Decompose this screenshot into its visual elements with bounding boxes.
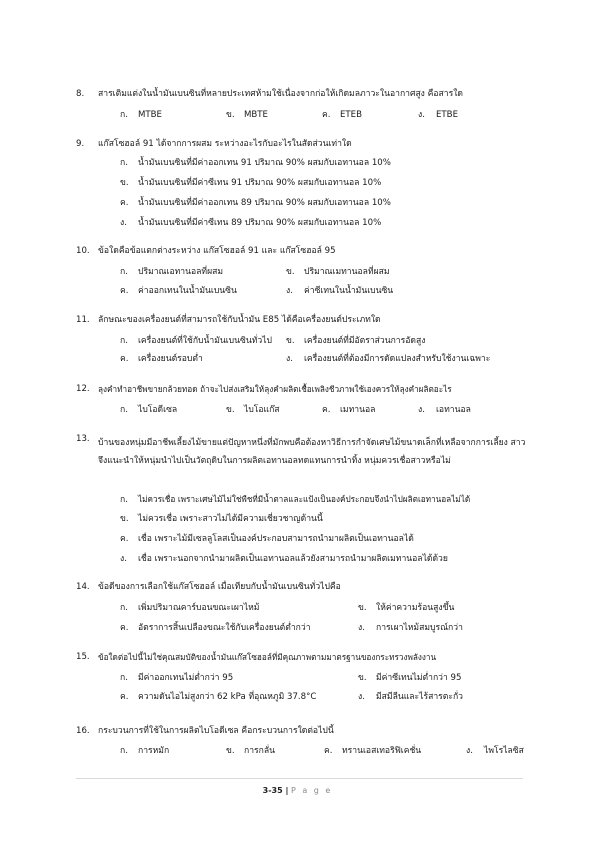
option-c[interactable] xyxy=(0,198,595,210)
options-row xyxy=(0,623,595,635)
options-row xyxy=(0,267,595,279)
options-row xyxy=(0,746,595,758)
option-label: ค. xyxy=(120,534,129,544)
options-row xyxy=(0,354,595,366)
question-number: 16. xyxy=(76,726,90,736)
option-label: ง. xyxy=(418,110,425,120)
option-label: ก. xyxy=(120,110,128,120)
question-number: 12. xyxy=(76,384,90,394)
option-a[interactable] xyxy=(120,673,233,684)
option-label: ก. xyxy=(120,267,128,277)
option-label: ค. xyxy=(120,286,129,296)
option-label: ค. xyxy=(120,692,129,702)
question-number: 8. xyxy=(76,89,85,99)
option-b[interactable] xyxy=(226,746,275,757)
option-text: เพิ่มปริมาณคาร์บอนขณะเผาไหม้ xyxy=(138,603,260,613)
option-text: เมทานอล xyxy=(340,405,376,415)
question-number: 10. xyxy=(76,246,90,256)
option-text: ค่าออกเทนในน้ำมันเบนซิน xyxy=(138,286,237,296)
option-text: ไม่ควรเชื่อ เพราะเศษไม้ไม่ใช่พืชที่มีน้ำตาลและแป้งเป็นองค์ประกอบจึงนำไปผลิตเอทานอลไม่ได้ xyxy=(138,494,471,504)
option-d[interactable] xyxy=(418,110,458,121)
options-row xyxy=(0,110,595,122)
option-d[interactable] xyxy=(0,554,595,566)
option-b[interactable] xyxy=(358,673,461,684)
option-label: ก. xyxy=(120,746,128,756)
question-text: บ้านของหนุ่มมีอาชีพเลี้ยงไม้ขายแต่ปัญหาหนึ่งที่มักพบคือต้องหาวิธีการกำจัดเศษไม้ขนาดเล็กที่เหลือจากการเลี้ยง สาวจึงแนะนำให้หนุ่มนำไปเป็นวัตถุดิบในการผลิตเอทานอลทดแทนการนำทิ้ง หนุ่มควรเชื่อสาวหรือไม่ xyxy=(98,438,526,466)
option-text: เครื่องยนต์ที่ต้องมีการดัดแปลงสำหรับใช้งานเฉพาะ xyxy=(304,354,491,364)
option-d[interactable] xyxy=(358,692,463,703)
option-label: ข. xyxy=(226,405,235,415)
question-text: แก๊สโซฮอล์ 91 ได้จากการผสม ระหว่างอะไรกับอะไรในสัดส่วนเท่าใด xyxy=(98,139,352,149)
option-text: เครื่องยนต์ที่ใช้กับน้ำมันเบนซินทั่วไป xyxy=(138,336,272,346)
option-label: ค. xyxy=(324,746,333,756)
option-text: ปริมาณเมทานอลที่ผสม xyxy=(304,267,390,277)
option-text: ETEB xyxy=(340,110,363,120)
option-label: ง. xyxy=(358,692,365,702)
option-text: MTBE xyxy=(138,110,162,120)
option-label: ค. xyxy=(120,198,129,208)
option-d[interactable] xyxy=(418,405,471,416)
option-b[interactable] xyxy=(358,603,454,614)
option-a[interactable] xyxy=(0,494,595,506)
option-d[interactable] xyxy=(466,746,524,757)
option-b[interactable] xyxy=(286,336,425,347)
option-label: ง. xyxy=(286,354,293,364)
option-text: ทรานเอสเทอริฟิเคชั่น xyxy=(342,746,422,756)
option-d[interactable] xyxy=(0,218,595,230)
option-text: ETBE xyxy=(436,110,459,120)
option-text: ไบโอแก๊ส xyxy=(244,405,280,415)
option-text: เครื่องยนต์ที่มีอัตราส่วนการอัดสูง xyxy=(304,336,426,346)
option-c[interactable] xyxy=(120,692,316,703)
option-text: การหมัก xyxy=(138,746,170,756)
option-d[interactable] xyxy=(286,286,393,297)
option-text: มีสมีลีนและไร้สารตะกั่ว xyxy=(376,692,463,702)
option-b[interactable] xyxy=(0,178,595,190)
option-label: ข. xyxy=(286,336,295,346)
option-label: ง. xyxy=(358,623,365,633)
option-b[interactable] xyxy=(226,405,280,416)
option-label: ข. xyxy=(226,746,235,756)
option-a[interactable] xyxy=(120,405,177,416)
option-text: น้ำมันเบนซินที่มีค่าซีเทน 91 ปริมาณ 90% ผสมกับเอทานอล 10% xyxy=(138,178,382,188)
option-label: ง. xyxy=(466,746,473,756)
option-text: มีค่าออกเทนไม่ต่ำกว่า 95 xyxy=(138,673,234,683)
option-label: ง. xyxy=(286,286,293,296)
question-text: ข้อดีของการเลือกใช้แก๊สโซฮอล์ เมื่อเทียบกับน้ำมันเบนซินทั่วไปคือ xyxy=(98,582,341,592)
page-number: 3-35 | xyxy=(262,786,289,795)
option-label: ค. xyxy=(322,405,331,415)
option-label: ข. xyxy=(358,673,367,683)
option-text: MBTE xyxy=(244,110,268,120)
options-row xyxy=(0,336,595,348)
option-b[interactable] xyxy=(0,514,595,526)
option-text: ความดันไอไม่สูงกว่า 62 kPa ที่อุณหภูมิ 37.8°C xyxy=(138,692,317,702)
option-label: ก. xyxy=(120,405,128,415)
option-c[interactable] xyxy=(324,746,421,757)
option-c[interactable] xyxy=(0,534,595,546)
option-text: ไพโรไลซิส xyxy=(484,746,524,756)
option-text: เชื่อ เพราะไม้มีเซลลูโลสเป็นองค์ประกอบสามารถนำมาผลิตเป็นเอทานอลได้ xyxy=(138,534,414,544)
question-number: 9. xyxy=(76,139,85,149)
option-text: ปริมาณเอทานอลที่ผสม xyxy=(138,267,224,277)
option-text: การกลั่น xyxy=(244,746,275,756)
option-label: ก. xyxy=(120,336,128,346)
option-text: ให้ค่าความร้อนสูงขึ้น xyxy=(376,603,455,613)
option-c[interactable] xyxy=(322,405,375,416)
options-row xyxy=(0,286,595,298)
option-d[interactable] xyxy=(358,623,463,634)
option-text: ไบโอดีเซล xyxy=(138,405,178,415)
options-row xyxy=(0,603,595,615)
option-label: ง. xyxy=(418,405,425,415)
option-b[interactable] xyxy=(286,267,390,278)
page-footer xyxy=(0,786,595,795)
option-a[interactable] xyxy=(120,603,259,614)
option-text: มีค่าซีเทนไม่ต่ำกว่า 95 xyxy=(376,673,462,683)
option-c[interactable] xyxy=(120,354,203,365)
option-c[interactable] xyxy=(120,286,237,297)
option-label: ค. xyxy=(322,110,331,120)
option-text: น้ำมันเบนซินที่มีค่าซีเทน 89 ปริมาณ 90% ผสมกับเอทานอล 10% xyxy=(138,218,382,228)
options-row xyxy=(0,405,595,417)
question-number: 14. xyxy=(76,582,90,592)
option-b[interactable] xyxy=(226,110,268,121)
question-text: ลักษณะของเครื่องยนต์ที่สามารถใช้กับน้ำมัน E85 ได้คือเครื่องยนต์ประเภทใด xyxy=(98,315,381,325)
option-label: ข. xyxy=(226,110,235,120)
option-label: ข. xyxy=(358,603,367,613)
option-label: ก. xyxy=(120,603,128,613)
options-row xyxy=(0,673,595,685)
option-text: อัตราการสิ้นเปลืองขณะใช้กับเครื่องยนต์ต่ำกว่า xyxy=(138,623,311,633)
option-text: ไม่ควรเชื่อ เพราะสาวไม่ได้มีความเชี่ยวชาญด้านนี้ xyxy=(138,514,323,524)
option-text: เอทานอล xyxy=(436,405,471,415)
page-word: P a g e xyxy=(290,786,333,795)
question-number: 15. xyxy=(76,652,90,662)
option-label: ก. xyxy=(120,673,128,683)
question-text: ข้อใดต่อไปนี้ไม่ใช่คุณสมบัติของน้ำมันแก๊สโซฮอล์ที่มีคุณภาพตามมาตรฐานของกระทรวงพลังงาน xyxy=(98,652,437,662)
option-a[interactable] xyxy=(120,746,169,757)
option-a[interactable] xyxy=(120,267,223,278)
option-text: ค่าซีเทนในน้ำมันเบนซิน xyxy=(304,286,394,296)
option-label: ค. xyxy=(120,354,129,364)
option-text: การเผาไหม้สมบูรณ์กว่า xyxy=(376,623,463,633)
option-label: ก. xyxy=(120,495,128,505)
option-label: ก. xyxy=(120,158,128,168)
question-text: ข้อใดคือข้อแตกต่างระหว่าง แก๊สโซฮอล์ 91 และ แก๊สโซฮอล์ 95 xyxy=(98,246,336,256)
question-text: สารเติมแต่งในน้ำมันเบนซินที่หลายประเทศห้ามใช้เนื่องจากก่อให้เกิดมลภาวะในอากาศสูง คือสารใด xyxy=(98,89,463,99)
options-row xyxy=(0,692,595,704)
option-text: น้ำมันเบนซินที่มีค่าออกเทน 91 ปริมาณ 90% ผสมกับเอทานอล 10% xyxy=(138,158,391,168)
option-label: ง. xyxy=(120,554,127,564)
footer-divider xyxy=(76,778,523,779)
question-number: 11. xyxy=(76,315,90,325)
option-label: ข. xyxy=(120,514,129,524)
option-d[interactable] xyxy=(286,354,490,365)
option-label: ข. xyxy=(120,178,129,188)
option-a[interactable] xyxy=(120,336,272,347)
option-a[interactable] xyxy=(0,158,595,170)
option-label: ค. xyxy=(120,623,129,633)
option-text: เครื่องยนต์รอบต่ำ xyxy=(138,354,203,364)
option-text: เชื่อ เพราะนอกจากนำมาผลิตเป็นเอทานอลแล้วยังสามารถนำมาผลิตเมทานอลได้ด้วย xyxy=(138,554,448,564)
option-c[interactable] xyxy=(322,110,362,121)
option-c[interactable] xyxy=(120,623,311,634)
question-text: ลุงคำทำอาชีพขายกล้วยทอด ถ้าจะไปส่งเสริมให้ลุงคำผลิตเชื้อเพลิงชีวภาพใช้เองควรให้ลุงคำผลิตอะไร xyxy=(98,384,452,394)
option-label: ข. xyxy=(286,267,295,277)
option-text: น้ำมันเบนซินที่มีค่าออกเทน 89 ปริมาณ 90% ผสมกับเอทานอล 10% xyxy=(138,198,391,208)
option-label: ง. xyxy=(120,218,127,228)
option-a[interactable] xyxy=(120,110,162,121)
question-text: กระบวนการที่ใช้ในการผลิตไบโอดีเซล คือกระบวนการใดต่อไปนี้ xyxy=(98,726,334,736)
question-number: 13. xyxy=(76,434,90,444)
